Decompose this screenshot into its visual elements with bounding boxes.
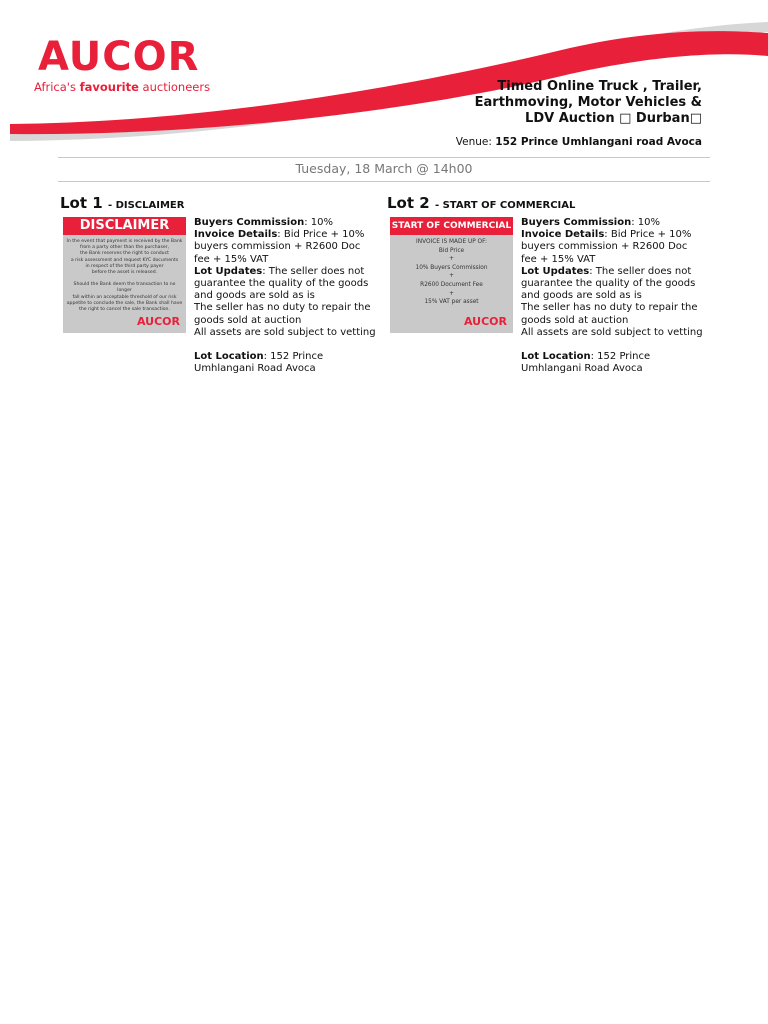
lot-heading[interactable]	[387, 194, 707, 212]
divider-bottom	[58, 181, 710, 182]
lot-number: Lot 2	[387, 194, 430, 212]
invoice-label: Invoice Details	[194, 229, 278, 241]
duty-line: The seller has no duty to repair the goods sold at auction	[521, 302, 698, 326]
brand-tagline	[34, 80, 210, 94]
buyers-commission-value: : 10%	[304, 217, 333, 228]
image-line: a risk assessment and request KYC documents	[70, 257, 179, 263]
vetting-line: All assets are sold subject to vetting	[194, 326, 376, 338]
image-line: the right to cancel the sale transaction.	[79, 307, 170, 313]
lot-card-2[interactable]	[387, 194, 707, 375]
image-text	[390, 235, 513, 307]
lot-image[interactable]	[63, 217, 186, 333]
lot-subtitle: - DISCLAIMER	[107, 200, 185, 211]
image-banner: DISCLAIMER	[63, 217, 186, 235]
tagline-bold: favourite	[79, 80, 139, 94]
image-banner: START OF COMMERCIAL	[390, 217, 513, 235]
updates-value: : The seller does not guarantee the quality of the goods and goods are sold as is	[194, 265, 369, 302]
location-value: : 152 Prince Umhlangani Road Avoca	[521, 351, 651, 375]
venue-line	[456, 136, 702, 148]
buyers-commission-label: Buyers Commission	[521, 217, 632, 228]
buyers-commission-value: : 10%	[631, 217, 660, 228]
auction-title	[372, 79, 702, 127]
title-line-1: Timed Online Truck , Trailer,	[497, 79, 702, 94]
image-line: fall within an acceptable threshold of our risk	[72, 294, 177, 300]
tagline-pre: Africa's	[34, 80, 80, 94]
title-line-2: Earthmoving, Motor Vehicles &	[474, 95, 702, 110]
image-line: In the event that payment is received by the Bank	[66, 239, 183, 244]
location-value: : 152 Prince Umhlangani Road Avoca	[194, 351, 324, 375]
image-line: from a party other than the purchaser,	[79, 245, 170, 251]
image-line: 10% Buyers Commission	[415, 264, 488, 271]
lot-card-1[interactable]	[60, 194, 380, 375]
image-logo: AUCOR	[463, 315, 507, 328]
image-line: INVOICE IS MADE UP OF:	[416, 239, 487, 245]
aucor-logo[interactable]: AUCOR	[38, 34, 200, 80]
divider-top	[58, 157, 710, 158]
location-label: Lot Location	[194, 351, 264, 363]
auction-date: Tuesday, 18 March @ 14h00	[295, 161, 473, 176]
image-line: R2600 Document Fee	[420, 281, 483, 288]
image-line: +	[449, 290, 454, 297]
lot-heading[interactable]	[60, 194, 380, 212]
image-logo: AUCOR	[136, 315, 180, 328]
buyers-commission-label: Buyers Commission	[194, 217, 305, 228]
image-line: before the asset is released.	[91, 270, 158, 276]
lot-details	[194, 217, 379, 375]
image-line: +	[449, 256, 454, 263]
image-line: Should the Bank deem the transaction to no longer	[73, 282, 176, 294]
title-line-3: LDV Auction □ Durban□	[525, 111, 702, 126]
image-line: 15% VAT per asset	[424, 299, 479, 306]
lot-number: Lot 1	[60, 194, 103, 212]
duty-line: The seller has no duty to repair the goods sold at auction	[194, 302, 371, 326]
invoice-label: Invoice Details	[521, 229, 605, 241]
lot-image[interactable]	[390, 217, 513, 333]
venue-value: 152 Prince Umhlangani road Avoca	[495, 136, 702, 148]
updates-value: : The seller does not guarantee the quality of the goods and goods are sold as is	[521, 265, 696, 302]
image-line: the Bank reserves the right to conduct	[80, 251, 169, 257]
image-line: in respect of the third party payer	[85, 263, 164, 269]
lot-details	[521, 217, 706, 375]
invoice-value: : Bid Price + 10% buyers commission + R2600 Doc fee + 15% VAT	[194, 229, 365, 265]
lot-subtitle: - START OF COMMERCIAL	[434, 200, 576, 211]
tagline-post: auctioneers	[138, 80, 211, 94]
image-line: Bid Price	[438, 247, 465, 254]
location-label: Lot Location	[521, 351, 591, 363]
updates-label: Lot Updates	[194, 265, 263, 277]
image-line: appetite to conclude the sale, the Bank shall have	[66, 300, 183, 306]
venue-label: Venue:	[455, 136, 496, 148]
image-line: +	[449, 273, 454, 280]
updates-label: Lot Updates	[521, 265, 590, 277]
image-text	[63, 235, 186, 313]
invoice-value: : Bid Price + 10% buyers commission + R2600 Doc fee + 15% VAT	[521, 229, 692, 265]
vetting-line: All assets are sold subject to vetting	[521, 326, 703, 338]
